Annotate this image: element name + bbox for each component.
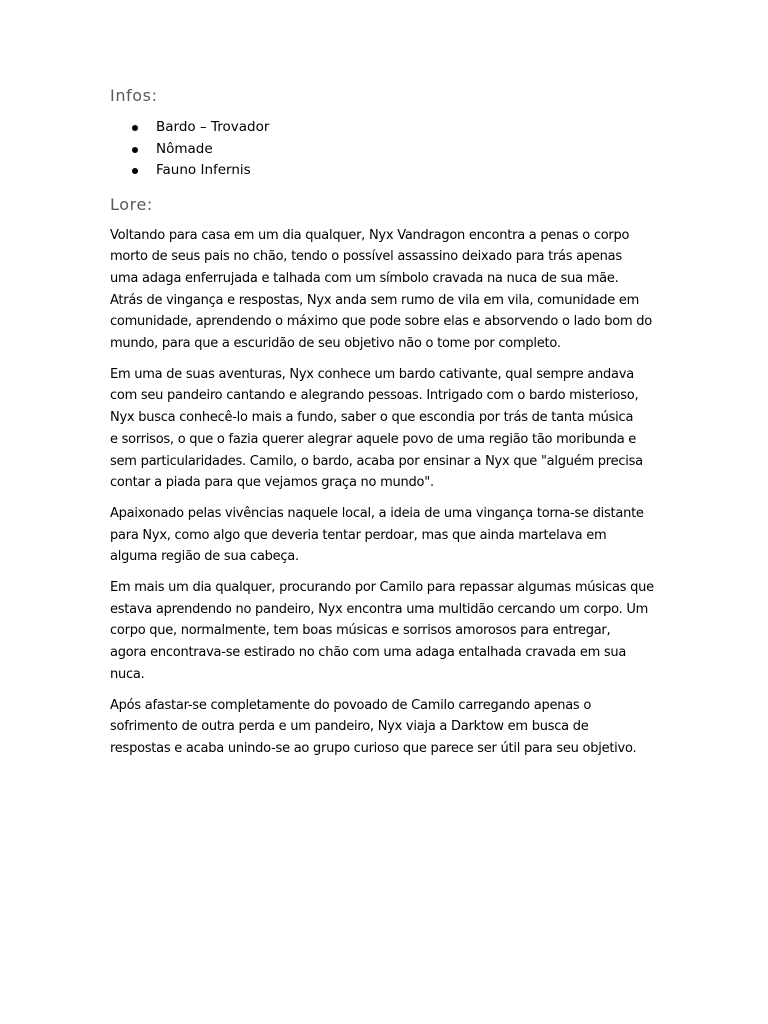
text-line: sem particularidades. Camilo, o bardo, acaba por ensinar a Nyx que "alguém precisa <box>110 453 643 469</box>
lore-paragraph <box>110 364 662 494</box>
text-line: com seu pandeiro cantando e alegrando pessoas. Intrigado com o bardo misterioso, <box>110 388 639 404</box>
text-line: e sorrisos, o que o fazia querer alegrar aquele povo de uma região tão moribunda e <box>110 431 637 447</box>
bullet-icon <box>132 168 138 174</box>
info-item-label: Fauno Infernis <box>156 162 251 178</box>
lore-paragraph <box>110 503 662 568</box>
text-line: comunidade, aprendendo o máximo que pode sobre elas e absorvendo o lado bom do <box>110 314 652 330</box>
text-line: corpo que, normalmente, tem boas músicas e sorrisos amorosos para entregar, <box>110 623 611 639</box>
info-item-label: Bardo – Trovador <box>156 119 270 135</box>
document-content <box>110 84 662 769</box>
text-line: morto de seus pais no chão, tendo o possível assassino deixado para trás apenas <box>110 249 622 265</box>
lore-paragraph <box>110 225 662 355</box>
text-line: uma adaga enferrujada e talhada com um símbolo cravada na nuca de sua mãe. <box>110 270 619 286</box>
text-line: Após afastar-se completamente do povoado de Camilo carregando apenas o <box>110 697 592 713</box>
text-line: contar a piada para que vejamos graça no mundo". <box>110 475 434 491</box>
infos-heading: Infos: <box>110 86 158 105</box>
text-line: sofrimento de outra perda e um pandeiro, Nyx viaja a Darktow em busca de <box>110 719 589 735</box>
text-line: respostas e acaba unindo-se ao grupo curioso que parece ser útil para seu objetivo. <box>110 740 637 756</box>
lore-paragraph <box>110 695 662 760</box>
text-line: agora encontrava-se estirado no chão com uma adaga entalhada cravada em sua <box>110 645 627 661</box>
info-item-label: Nômade <box>156 140 213 157</box>
text-line: nuca. <box>110 666 145 682</box>
lore-paragraph <box>110 577 662 686</box>
text-line: mundo, para que a escuridão de seu objetivo não o tome por completo. <box>110 336 561 352</box>
lore-heading: Lore: <box>110 194 153 214</box>
text-line: alguma região de sua cabeça. <box>110 549 299 565</box>
list-item <box>156 117 662 139</box>
text-line: Apaixonado pelas vivências naquele local, a ideia de uma vingança torna-se distante <box>110 505 644 521</box>
bullet-icon <box>132 147 138 153</box>
text-line: Em uma de suas aventuras, Nyx conhece um bardo cativante, qual sempre andava <box>110 366 634 382</box>
text-line: Atrás de vingança e respostas, Nyx anda sem rumo de vila em vila, comunidade em <box>110 292 640 308</box>
list-item <box>156 160 662 182</box>
text-line: Voltando para casa em um dia qualquer, Nyx Vandragon encontra a penas o corpo <box>110 227 630 243</box>
text-line: Em mais um dia qualquer, procurando por Camilo para repassar algumas músicas que <box>110 580 654 596</box>
bullet-icon <box>132 125 138 131</box>
text-line: estava aprendendo no pandeiro, Nyx encontra uma multidão cercando um corpo. Um <box>110 601 649 617</box>
text-line: Nyx busca conhecê-lo mais a fundo, saber o que escondia por trás de tanta música <box>110 410 634 426</box>
lore-body <box>110 225 662 760</box>
infos-list <box>110 117 662 182</box>
text-line: para Nyx, como algo que deveria tentar perdoar, mas que ainda martelava em <box>110 527 607 543</box>
list-item <box>156 139 662 161</box>
